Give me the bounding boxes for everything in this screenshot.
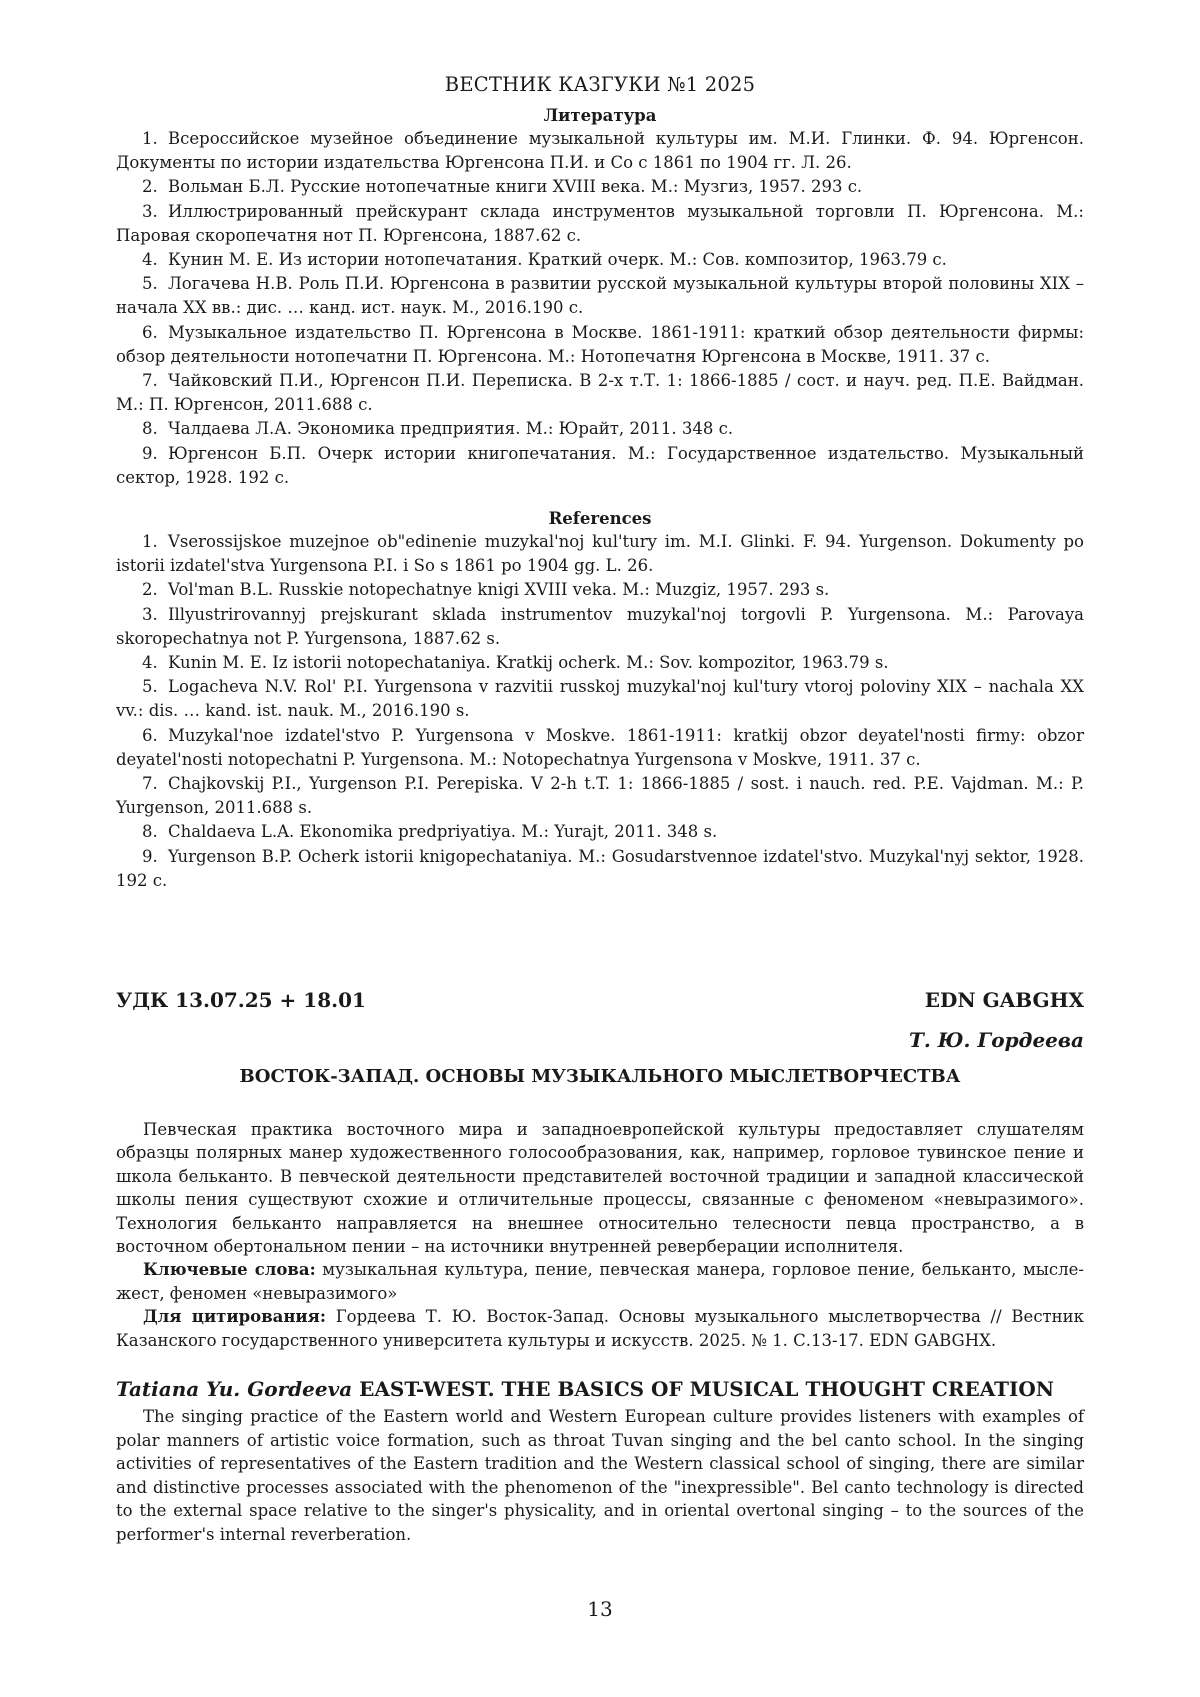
russian-abstract-block <box>116 1118 1084 1352</box>
literature-item-text: Всероссийское музейное объединение музыкальной культуры им. М.И. Глинки. Ф. 94. Юргенсон. Документы по истории издательства Юргенсона П.И. и Со с 1861 по 1904 гг. Л. 26. <box>116 129 1084 173</box>
keywords-label: Ключевые слова: <box>143 1260 316 1280</box>
udk-code: УДК 13.07.25 + 18.01 <box>116 988 366 1012</box>
literature-item-text: Вольман Б.Л. Русские нотопечатные книги XVIII века. М.: Музгиз, 1957. 293 с. <box>168 177 863 197</box>
english-abstract-block <box>116 1405 1084 1547</box>
references-list <box>116 530 1084 893</box>
literature-item-text: Юргенсон Б.П. Очерк истории книгопечатания. М.: Государственное издательство. Музыкальный сектор, 1928. 192 с. <box>116 443 1084 487</box>
keywords-text: музыкальная культура, пение, певческая манера, горловое пение, бельканто, мысле-жест, феномен «невыразимого» <box>116 1260 1084 1303</box>
english-title-line <box>116 1377 1084 1401</box>
english-abstract-text: The singing practice of the Eastern world and Western European culture provides listeners with examples of polar manners of artistic voice formation, such as throat Tuvan singing and the bel canto school. In the singing activities of representatives of the Eastern tradition and the Western classical school of singing, there are similar and distinctive processes associated with the phenomenon of the "inexpressible". Bel canto technology is directed to the external space relative to the singer's physicality, and in oriental overtonal singing – to the sources of the performer's internal reverberation. <box>116 1407 1084 1544</box>
literature-item-text: Кунин М. Е. Из истории нотопечатания. Краткий очерк. М.: Сов. композитор, 1963.79 с. <box>168 250 947 270</box>
literature-item-number: 7. <box>142 371 158 391</box>
literature-item-number: 1. <box>142 129 158 148</box>
literature-item-text: Чайковский П.И., Юргенсон П.И. Переписка. В 2-х т.Т. 1: 1866-1885 / сост. и науч. ред. П.Е. Вайдман. М.: П. Юргенсон, 2011.688 с. <box>116 371 1084 415</box>
reference-item-text: Chajkovskij P.I., Yurgenson P.I. Perepiska. V 2-h t.T. 1: 1866-1885 / sost. i nauch. red. P.E. Vajdman. M.: P. Yurgenson, 2011.688 s. <box>116 774 1084 818</box>
references-section <box>116 508 1084 893</box>
reference-item-text: Illyustrirovannyj prejskurant sklada instrumentov muzykal'noj torgovli P. Yurgensona. M.: Parovaya skoropechatnya not P. Yurgensona, 1887.62 s. <box>116 604 1084 648</box>
literature-item-number: 9. <box>142 443 158 463</box>
article-title: ВОСТОК-ЗАПАД. ОСНОВЫ МУЗЫКАЛЬНОГО МЫСЛЕТВОРЧЕСТВА <box>239 1066 961 1087</box>
literature-item-number: 5. <box>142 274 158 294</box>
keywords-paragraph <box>116 1258 1084 1305</box>
udk-edn-row <box>116 988 1084 1012</box>
reference-item-number: 9. <box>142 846 158 866</box>
reference-item-text: Kunin M. E. Iz istorii notopechataniya. Kratkij ocherk. M.: Sov. kompozitor, 1963.79 s. <box>168 653 889 673</box>
reference-item <box>116 772 1084 820</box>
references-title: References <box>548 509 652 528</box>
literature-item <box>116 248 1084 272</box>
reference-item-number: 5. <box>142 677 158 697</box>
reference-item-text: Yurgenson B.P. Ocherk istorii knigopechataniya. M.: Gosudarstvennoe izdatel'stvo. Muzykal'nyj sektor, 1928. 192 c. <box>116 846 1084 890</box>
reference-item-number: 1. <box>142 532 158 551</box>
article-author: Т. Ю. Гордеева <box>908 1028 1084 1052</box>
literature-section <box>116 105 1084 490</box>
reference-item-text: Vserossijskoe muzejnoe ob"edinenie muzykal'noj kul'tury im. M.I. Glinki. F. 94. Yurgenson. Dokumenty po istorii izdatel'stva Yurgensona P.I. i So s 1861 po 1904 gg. L. 26. <box>116 532 1084 576</box>
english-title: EAST-WEST. THE BASICS OF MUSICAL THOUGHT CREATION <box>352 1377 1055 1401</box>
reference-item <box>116 603 1084 651</box>
literature-item-number: 2. <box>142 177 158 197</box>
citation-paragraph <box>116 1305 1084 1352</box>
literature-item <box>116 272 1084 320</box>
literature-item <box>116 127 1084 175</box>
reference-item-number: 2. <box>142 580 158 600</box>
literature-item <box>116 321 1084 369</box>
literature-item-text: Логачева Н.В. Роль П.И. Юргенсона в развитии русской музыкальной культуры второй половины XIX – начала XX вв.: дис. … канд. ист. наук. М., 2016.190 с. <box>116 274 1084 318</box>
literature-item-number: 3. <box>142 201 158 221</box>
reference-item <box>116 820 1084 844</box>
reference-item-number: 3. <box>142 604 158 624</box>
reference-item-text: Vol'man B.L. Russkie notopechatnye knigi XVIII veka. M.: Muzgiz, 1957. 293 s. <box>168 580 830 600</box>
citation-label: Для цитирования: <box>143 1307 326 1327</box>
reference-item <box>116 845 1084 893</box>
literature-item <box>116 200 1084 248</box>
literature-item-text: Музыкальное издательство П. Юргенсона в Москве. 1861-1911: краткий обзор деятельности фирмы: обзор деятельности нотопечатни П. Юргенсона. М.: Нотопечатня Юргенсона в Москве, 1911. 37 с. <box>116 322 1084 366</box>
reference-item <box>116 651 1084 675</box>
reference-item <box>116 724 1084 772</box>
page-number: 13 <box>587 1597 613 1621</box>
literature-list <box>116 127 1084 490</box>
reference-item-text: Logacheva N.V. Rol' P.I. Yurgensona v razvitii russkoj muzykal'noj kul'tury vtoroj poloviny XIX – nachala XX vv.: dis. … kand. ist. nauk. M., 2016.190 s. <box>116 677 1084 721</box>
citation-text: Гордеева Т. Ю. Восток-Запад. Основы музыкального мыслетворчества // Вестник Казанского государственного университета культуры и искусств. 2025. № 1. С.13-17. EDN GABGHX. <box>116 1307 1084 1350</box>
literature-title: Литература <box>543 106 657 125</box>
english-author: Tatiana Yu. Gordeeva <box>116 1377 353 1401</box>
abstract-text: Певческая практика восточного мира и западноевропейской культуры предоставляет слушателям образцы полярных манер художественного голосообразования, как, например, горловое тувинское пение и школа бельканто. В певческой деятельности представителей восточной традиции и западной классической школы пения существуют схожие и отличительные процессы, связанные с феноменом «невыразимого». Технология бельканто направляется на внешнее относительно телесности певца пространство, а в восточном обертональном пении – на источники внутренней реверберации исполнителя. <box>116 1120 1084 1257</box>
reference-item <box>116 675 1084 723</box>
literature-item-number: 4. <box>142 250 158 270</box>
reference-item <box>116 578 1084 602</box>
literature-item-number: 6. <box>142 322 158 342</box>
literature-item-number: 8. <box>142 419 158 439</box>
edn-code: EDN GABGHX <box>924 988 1084 1012</box>
literature-item-text: Чалдаева Л.А. Экономика предприятия. М.: Юрайт, 2011. 348 с. <box>168 419 734 439</box>
reference-item-number: 7. <box>142 774 158 794</box>
journal-header: ВЕСТНИК КАЗГУКИ №1 2025 <box>444 73 756 96</box>
reference-item-number: 6. <box>142 725 158 745</box>
literature-item-text: Иллюстрированный прейскурант склада инструментов музыкальной торговли П. Юргенсона. М.: Паровая скоропечатня нот П. Юргенсона, 1887.62 с. <box>116 201 1084 245</box>
literature-item <box>116 417 1084 441</box>
reference-item <box>116 530 1084 578</box>
literature-item <box>116 175 1084 199</box>
literature-item <box>116 442 1084 490</box>
reference-item-text: Muzykal'noe izdatel'stvo P. Yurgensona v Moskve. 1861-1911: kratkij obzor deyatel'nosti firmy: obzor deyatel'nosti notopechatni P. Yurgensona. M.: Notopechatnya Yurgensona v Moskve, 1911. 37 c. <box>116 725 1084 769</box>
reference-item-text: Chaldaeva L.A. Ekonomika predpriyatiya. M.: Yurajt, 2011. 348 s. <box>168 822 718 842</box>
literature-item <box>116 369 1084 417</box>
reference-item-number: 8. <box>142 822 158 842</box>
reference-item-number: 4. <box>142 653 158 673</box>
